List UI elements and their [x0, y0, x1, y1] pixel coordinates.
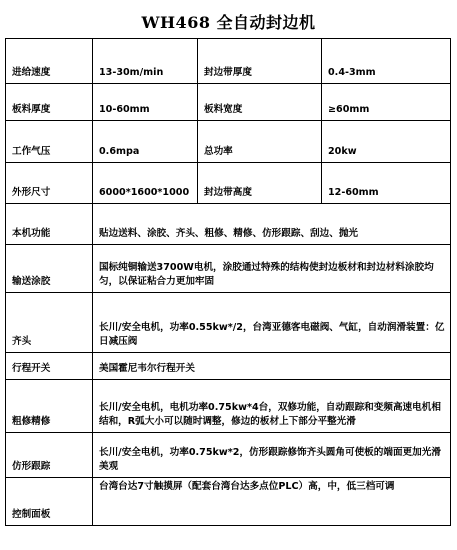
cell-value: 10-60mm [93, 84, 198, 121]
feature-label: 仿形跟踪 [6, 433, 93, 478]
cell-label: 封边带高度 [198, 163, 322, 204]
feature-row-rough-fine-trimming [6, 380, 451, 433]
feature-text: 长川/安全电机，功率0.55kw*/2，台湾亚德客电磁阀、气缸，自动润滑装置：亿日减压阀 [93, 293, 451, 353]
cell-value: 0.4-3mm [322, 39, 451, 84]
spec-row-air-pressure [6, 121, 451, 163]
feature-row-functions [6, 204, 451, 245]
cell-label: 进给速度 [6, 39, 93, 84]
cell-label: 外形尺寸 [6, 163, 93, 204]
feature-label: 本机功能 [6, 204, 93, 245]
feature-row-end-trimming [6, 293, 451, 353]
feature-text: 台湾台达7寸触摸屏（配套台湾台达多点位PLC）高，中，低三档可调 [93, 478, 451, 526]
spec-row-feed-speed [6, 39, 451, 84]
cell-label: 工作气压 [6, 121, 93, 163]
cell-label: 板料厚度 [6, 84, 93, 121]
feature-label: 控制面板 [6, 478, 93, 526]
feature-label: 齐头 [6, 293, 93, 353]
feature-label: 输送涂胶 [6, 245, 93, 293]
cell-label: 板料宽度 [198, 84, 322, 121]
cell-value: 6000*1600*1000 [93, 163, 198, 204]
cell-label: 封边带厚度 [198, 39, 322, 84]
feature-label: 粗修精修 [6, 380, 93, 433]
feature-text: 长川/安全电机，电机功率0.75kw*4台，双修功能，自动跟踪和变频高速电机相结和，R弧大小可以随时调整，修边的板材上下部分平整光滑 [93, 380, 451, 433]
feature-row-conveying-gluing [6, 245, 451, 293]
feature-text: 美国霍尼韦尔行程开关 [93, 353, 451, 380]
cell-value: 0.6mpa [93, 121, 198, 163]
spec-table [5, 38, 451, 526]
cell-label: 总功率 [198, 121, 322, 163]
cell-value: 12-60mm [322, 163, 451, 204]
spec-row-board-thickness [6, 84, 451, 121]
cell-value: ≥60mm [322, 84, 451, 121]
feature-text: 贴边送料、涂胶、齐头、粗修、精修、仿形跟踪、刮边、抛光 [93, 204, 451, 245]
document-title: WH468 全自动封边机 [141, 13, 316, 32]
feature-label: 行程开关 [6, 353, 93, 380]
cell-value: 20kw [322, 121, 451, 163]
feature-text: 长川/安全电机，功率0.75kw*2，仿形跟踪修饰齐头圆角可使板的端面更加光滑美观 [93, 433, 451, 478]
cell-value: 13-30m/min [93, 39, 198, 84]
feature-row-travel-switch [6, 353, 451, 380]
feature-text: 国标纯铜输送3700W电机，涂胶通过特殊的结构使封边板材和封边材料涂胶均匀，以保证粘合力更加牢固 [93, 245, 451, 293]
feature-row-control-panel [6, 478, 451, 526]
feature-row-profile-tracking [6, 433, 451, 478]
spec-row-dimensions [6, 163, 451, 204]
